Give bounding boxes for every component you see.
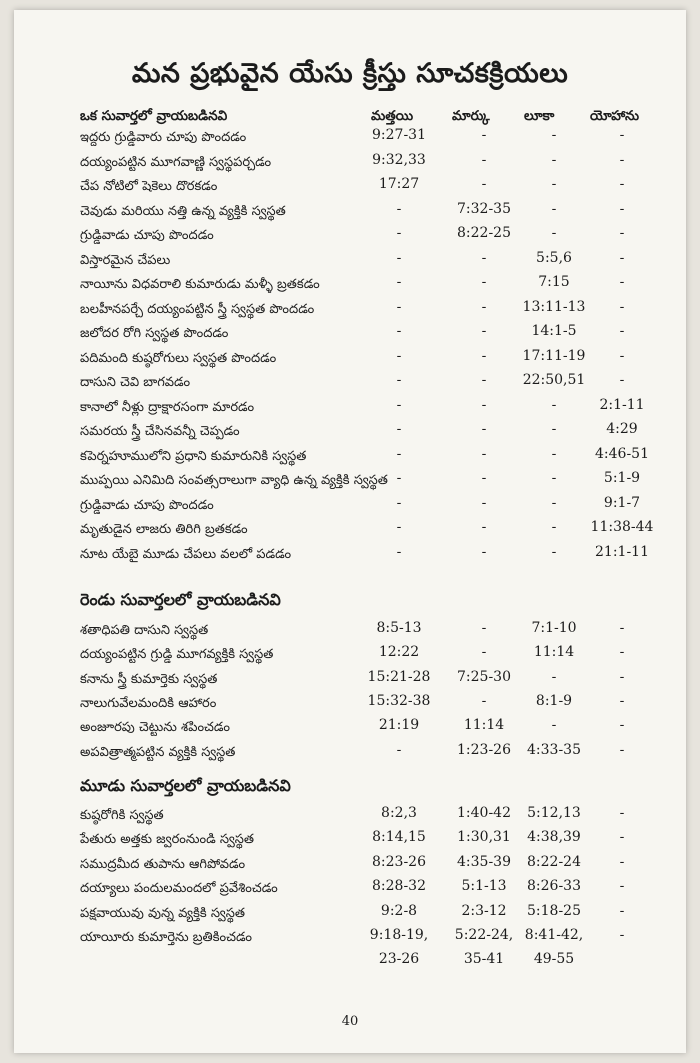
table-row [14,348,686,372]
ref-matthew: 8:2,3 [381,805,417,821]
ref-matthew: 15:21-28 [367,668,431,685]
ref-mark: 1:23-26 [457,741,511,758]
ref-john: - [619,249,625,266]
table-row [14,951,686,975]
ref-mark: - [481,620,487,636]
ref-john: - [619,200,625,217]
miracle-label: దాసుని చెవి బాగవడం [80,375,191,390]
ref-matthew: - [396,543,402,560]
ref-mark: - [481,151,487,168]
ref-john: - [619,829,625,846]
ref-mark: - [481,543,487,560]
table-row [14,878,686,902]
ref-mark: - [481,372,487,388]
table-row [14,397,686,421]
table-row [14,372,686,396]
ref-luke: - [551,421,557,437]
miracle-label: దయ్యాలు పందులమందలో ప్రవేశించడం [80,881,278,897]
ref-luke: - [551,494,557,511]
ref-john: 11:38-44 [590,519,654,535]
miracle-label: గ్రుడ్డివాడు చూపు పొందడం [80,497,214,513]
table-row [14,250,686,274]
ref-luke: 8:22-24 [527,853,581,870]
ref-mark: - [481,127,487,143]
ref-matthew: - [396,445,402,462]
ref-matthew: - [396,347,402,364]
ref-mark: - [481,176,487,192]
ref-luke: - [551,470,557,486]
ref-luke: 7:1-10 [531,620,577,636]
ref-luke: 8:41-42, [524,927,584,943]
ref-luke: 11:14 [533,644,575,661]
miracle-label: ఇద్దరు గ్రుడ్డివారు చూపు పొందడం [80,130,247,145]
ref-matthew: 17:27 [378,176,420,192]
ref-mark: 1:30,31 [457,829,511,846]
ref-luke: - [551,717,557,734]
table-row [14,829,686,853]
miracle-label: నూట యేబై మూడు చేపలు వలలో పడడం [80,546,292,562]
ref-matthew: 9:27-31 [372,127,426,143]
ref-matthew: 23-26 [378,951,420,968]
ref-john: - [619,902,625,919]
ref-mark: - [481,519,487,535]
miracle-label: అంజూరపు చెట్టును శపించడం [80,720,230,736]
ref-john: - [619,741,625,758]
ref-john: - [619,372,625,388]
section-heading: మూడు సువార్తలలో వ్రాయబడినవి [80,776,291,795]
ref-matthew: 12:22 [378,644,420,661]
ref-luke: 13:11-13 [522,298,586,315]
ref-luke: - [551,176,557,192]
table-row [14,644,686,668]
ref-luke: 8:26-33 [527,878,581,895]
table-row [14,854,686,878]
ref-mark: - [481,347,487,364]
miracle-label: విస్తారమైన చేపలు [80,252,171,268]
table-row [14,274,686,298]
ref-luke: 5:18-25 [527,902,581,919]
ref-john: 4:46-51 [595,445,649,462]
ref-john: - [619,620,625,636]
miracle-label: చెవుడు మరియు నత్తి ఉన్న వ్యక్తికి స్వస్థత [80,203,286,219]
ref-john: - [619,668,625,685]
miracle-label: అపవిత్రాత్మపట్టిన వ్యక్తికి స్వస్థత [80,744,236,760]
table-row [14,201,686,225]
ref-john: - [619,805,625,821]
ref-luke: - [551,200,557,217]
ref-luke: - [551,668,557,685]
table-row [14,742,686,766]
ref-luke: 5:5,6 [536,249,572,266]
table-row [14,323,686,347]
column-header-mark: మార్కు [452,108,490,124]
ref-mark: - [481,644,487,661]
ref-luke: 7:15 [538,274,570,290]
ref-matthew: - [396,249,402,266]
ref-john: - [619,347,625,364]
miracle-label: జలోదర రోగి స్వస్థత పొందడం [80,326,229,341]
ref-luke: - [551,445,557,462]
ref-mark: 7:32-35 [457,200,511,217]
ref-mark: - [481,298,487,315]
miracle-label: శతాధిపతి దాసుని స్వస్థత [80,623,209,638]
ref-matthew: - [396,274,402,290]
ref-john: 9:1-7 [603,494,641,511]
column-header-luke: లూకా [524,108,555,124]
table-row [14,903,686,927]
ref-mark: 5:1-13 [461,878,507,895]
ref-john: - [619,298,625,315]
ref-luke: 5:12,13 [527,805,581,821]
ref-john: - [619,176,625,192]
book-page [14,10,686,1053]
ref-mark: - [481,323,487,339]
ref-matthew: 8:14,15 [372,829,426,846]
miracle-label: దయ్యంపట్టిన మూగవాణ్ణి స్వస్థపర్చడం [80,154,272,170]
ref-mark: - [481,445,487,462]
ref-matthew: - [396,470,402,486]
ref-matthew: - [396,741,402,758]
miracle-label: కానాలో నీళ్లు ద్రాక్షారసంగా మారడం [80,399,255,415]
ref-john: - [619,692,625,709]
table-row [14,717,686,741]
table-row [14,519,686,543]
ref-matthew: - [396,519,402,535]
ref-john: - [619,323,625,339]
section-heading: రెండు సువార్తలలో వ్రాయబడినవి [80,590,281,609]
ref-john: - [619,127,625,143]
section-heading: ఒక సువార్తలో వ్రాయబడినవి [80,108,228,124]
ref-mark: 8:22-25 [457,225,511,241]
table-row [14,620,686,644]
ref-john: 4:29 [606,421,638,437]
ref-mark: 11:14 [463,717,505,734]
table-row [14,299,686,323]
ref-luke: 8:1-9 [535,692,573,709]
ref-matthew: - [396,225,402,241]
miracle-label: నాయీను విధవరాలి కుమారుడు మళ్ళీ బ్రతకడం [80,277,320,292]
ref-mark: 4:35-39 [457,853,511,870]
ref-mark: 7:25-30 [457,668,511,685]
table-row [14,495,686,519]
table-row [14,669,686,693]
ref-john: - [619,717,625,734]
ref-luke: 4:38,39 [527,829,581,846]
miracle-label: నాలుగువేలమందికి ఆహారం [80,695,217,711]
miracle-label: కనాను స్త్రీ కుమార్తెకు స్వస్థత [80,671,218,687]
miracle-label: ముప్పయి ఎనిమిది సంవత్సరాలుగా వ్యాధి ఉన్న వ్యక్తికి స్వస్థత [80,473,388,488]
ref-mark: - [481,494,487,511]
ref-matthew: - [396,323,402,339]
ref-matthew: 8:5-13 [376,620,422,636]
miracle-label: పక్షవాయువు వున్న వ్యక్తికి స్వస్థత [80,905,246,921]
ref-matthew: 9:18-19, [369,927,429,943]
miracle-label: పదిమంది కుష్ఠరోగులు స్వస్థత పొందడం [80,350,277,366]
ref-luke: 22:50,51 [522,372,586,388]
ref-mark: - [481,249,487,266]
table-row [14,446,686,470]
ref-john: - [619,274,625,290]
ref-mark: - [481,692,487,709]
ref-luke: - [551,519,557,535]
ref-mark: 2:3-12 [461,902,507,919]
ref-john: - [619,927,625,943]
ref-john: 5:1-9 [603,470,641,486]
ref-mark: - [481,470,487,486]
ref-matthew: 15:32-38 [367,692,431,709]
ref-luke: 4:33-35 [527,741,581,758]
ref-luke: 17:11-19 [522,347,586,364]
ref-mark: 5:22-24, [454,927,514,943]
page-number: 40 [341,1014,359,1029]
ref-matthew: - [396,372,402,388]
table-row [14,176,686,200]
ref-luke: 49-55 [533,951,575,968]
table-row [14,470,686,494]
miracle-label: కుష్ఠరోగికి స్వస్థత [80,808,164,823]
ref-matthew: 9:2-8 [380,902,418,919]
ref-matthew: - [396,200,402,217]
ref-mark: - [481,421,487,437]
column-header-john: యోహాను [590,108,640,124]
column-header-matthew: మత్తయి [371,108,414,124]
ref-mark: - [481,396,487,413]
ref-luke: - [551,225,557,241]
ref-mark: 1:40-42 [457,805,511,821]
table-row [14,805,686,829]
table-row [14,421,686,445]
ref-john: - [619,878,625,895]
table-row [14,127,686,151]
ref-john: - [619,853,625,870]
miracle-label: కపెర్నహూములోని ప్రధాని కుమారునికి స్వస్థత [80,448,307,464]
ref-john: - [619,644,625,661]
miracle-label: చేప నోటిలో షెకెలు దొరకడం [80,179,218,194]
ref-matthew: 9:32,33 [372,151,426,168]
ref-john: - [619,225,625,241]
ref-luke: 14:1-5 [531,323,577,339]
ref-mark: - [481,274,487,290]
ref-luke: - [551,151,557,168]
miracle-label: దయ్యంపట్టిన గ్రుడ్డి మూగవ్యక్తికి స్వస్థత [80,647,274,663]
table-row [14,152,686,176]
ref-luke: - [551,543,557,560]
miracle-label: యాయీరు కుమార్తెను బ్రతికించడం [80,930,252,945]
ref-matthew: - [396,396,402,413]
miracle-label: బలహీనపర్చే దయ్యంపట్టిన స్త్రీ స్వస్థత పొందడం [80,301,315,317]
table-row [14,927,686,951]
miracle-label: మృతుడైన లాజరు తిరిగి బ్రతకడం [80,522,248,537]
ref-matthew: 8:28-32 [372,878,426,895]
ref-matthew: - [396,494,402,511]
miracle-label: పేతురు అత్తకు జ్వరంనుండి స్వస్థత [80,832,255,848]
ref-matthew: 21:19 [378,717,420,734]
page-title: మన ప్రభువైన యేసు క్రీస్తు సూచకక్రియలు [131,58,569,89]
ref-luke: - [551,127,557,143]
miracle-label: సమరయ స్త్రీ చేసినవన్నీ చెప్పడం [80,424,240,439]
table-row [14,225,686,249]
miracle-label: గ్రుడ్డివాడు చూపు పొందడం [80,228,214,243]
table-row [14,693,686,717]
ref-john: 21:1-11 [595,543,649,560]
ref-john: - [619,151,625,168]
ref-john: 2:1-11 [599,396,645,413]
ref-luke: - [551,396,557,413]
table-row [14,544,686,568]
ref-matthew: - [396,421,402,437]
ref-mark: 35-41 [463,951,505,968]
miracle-label: సముద్రమీద తుపాను ఆగిపోవడం [80,856,246,872]
ref-matthew: - [396,298,402,315]
ref-matthew: 8:23-26 [372,853,426,870]
